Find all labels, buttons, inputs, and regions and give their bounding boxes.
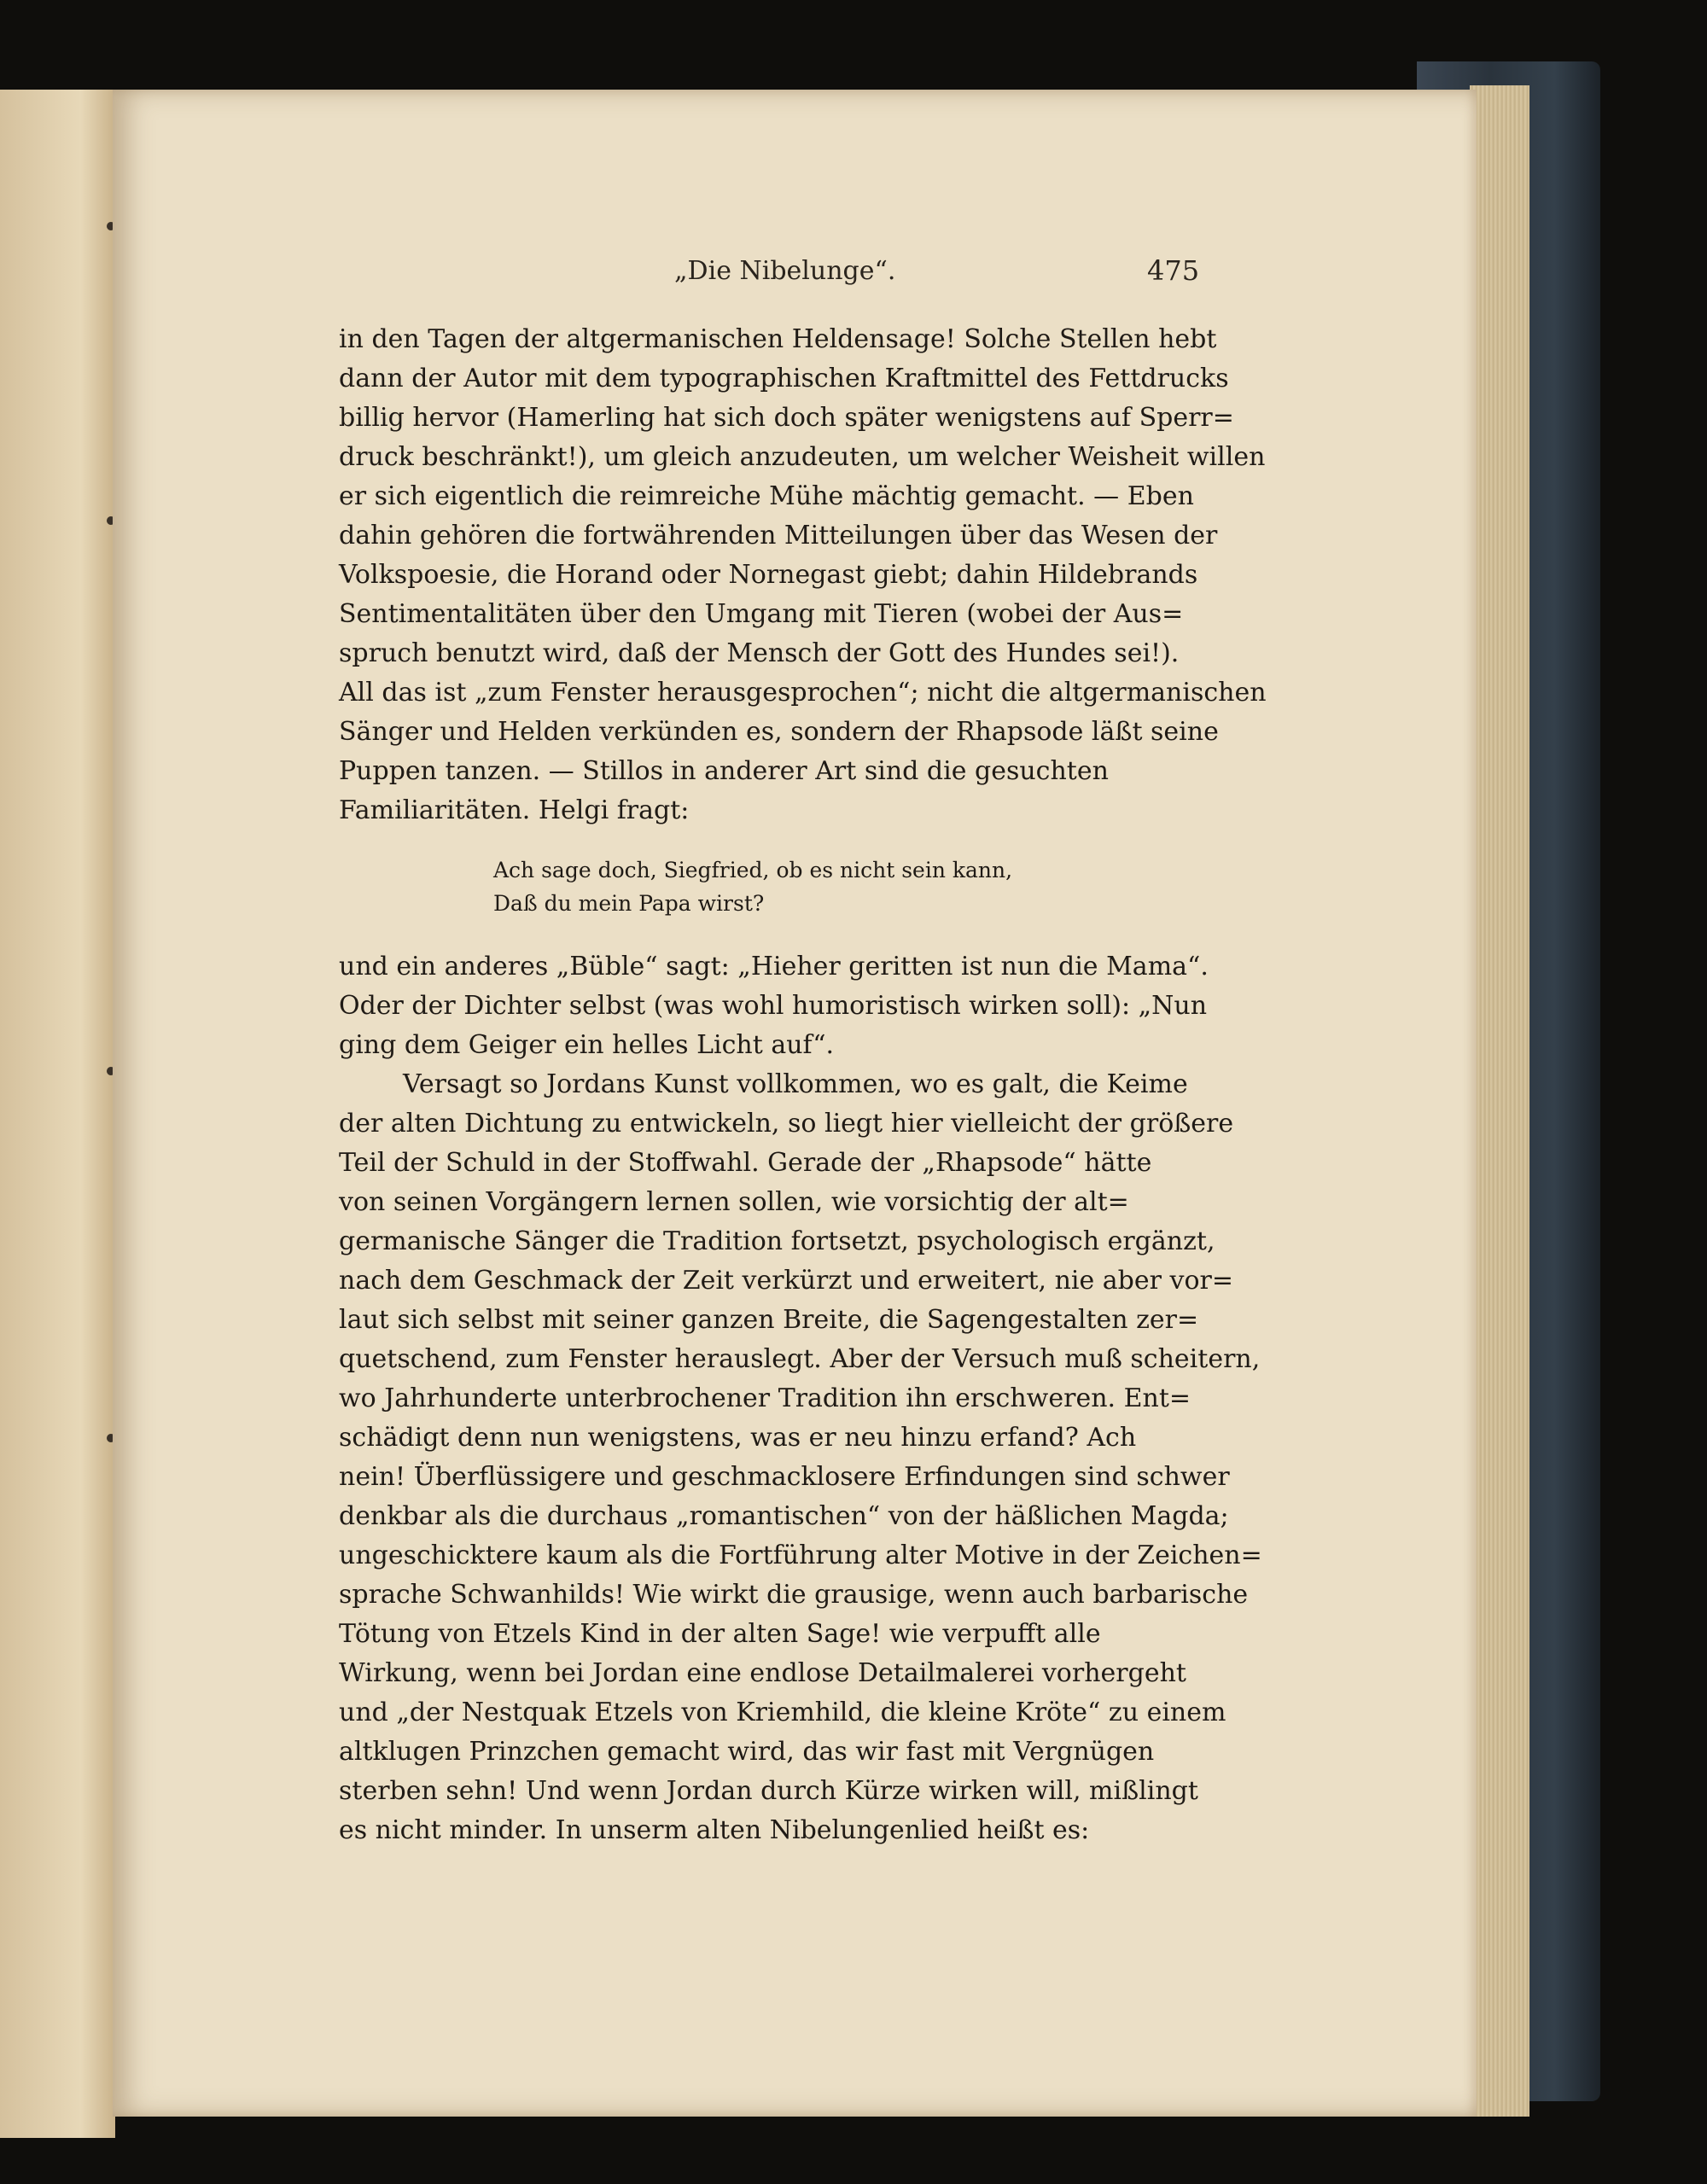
text-line: sterben sehn! Und wenn Jordan durch Kürze wirken will, mißlingt <box>339 1776 1198 1806</box>
text-line: altklugen Prinzchen gemacht wird, das wir fast mit Vergnügen <box>339 1737 1155 1767</box>
page-number: 475 <box>1147 254 1200 287</box>
text-line: wo Jahrhunderte unterbrochener Tradition ihn erschweren. Ent= <box>339 1383 1191 1413</box>
text-line: quetschend, zum Fenster herauslegt. Aber der Versuch muß scheitern, <box>339 1344 1261 1374</box>
text-line: Puppen tanzen. — Stillos in anderer Art sind die gesuchten <box>339 756 1109 786</box>
text-line: Familiaritäten. Helgi fragt: <box>339 795 690 825</box>
left-page-edge <box>0 90 115 2138</box>
text-line: der alten Dichtung zu entwickeln, so liegt hier vielleicht der größere <box>339 1109 1234 1139</box>
text-line: schädigt denn nun wenigstens, was er neu hinzu erfand? Ach <box>339 1423 1137 1453</box>
text-line: Sänger und Helden verkünden es, sondern der Rhapsode läßt seine <box>339 717 1219 747</box>
text-line: und ein anderes „Büble“ sagt: „Hieher geritten ist nun die Mama“. <box>339 952 1209 981</box>
paragraph-1 <box>339 320 1267 830</box>
text-line: germanische Sänger die Tradition fortsetzt, psychologisch ergänzt, <box>339 1226 1215 1256</box>
text-line: ungeschicktere kaum als die Fortführung alter Motive in der Zeichen= <box>339 1540 1262 1570</box>
text-line: es nicht minder. In unserm alten Nibelungenlied heißt es: <box>339 1815 1090 1845</box>
page-edges <box>1470 85 1529 2117</box>
text-line: spruch benutzt wird, daß der Mensch der Gott des Hundes sei!). <box>339 638 1180 668</box>
text-line: und „der Nestquak Etzels von Kriemhild, die kleine Kröte“ zu einem <box>339 1698 1226 1727</box>
text-line: Oder der Dichter selbst (was wohl humoristisch wirken soll): „Nun <box>339 991 1208 1021</box>
running-title: „Die Nibelunge“. <box>674 256 896 286</box>
text-line: in den Tagen der altgermanischen Heldensage! Solche Stellen hebt <box>339 324 1217 354</box>
text-line: Teil der Schuld in der Stoffwahl. Gerade der „Rhapsode“ hätte <box>339 1148 1152 1178</box>
verse-line: Ach sage doch, Siegfried, ob es nicht sein kann, <box>493 858 1013 882</box>
text-line: nein! Überflüssigere und geschmacklosere Erfindungen sind schwer <box>339 1462 1230 1492</box>
paragraph-2 <box>339 947 1262 1850</box>
text-line: ging dem Geiger ein helles Licht auf“. <box>339 1030 835 1060</box>
text-line: Versagt so Jordans Kunst vollkommen, wo es galt, die Keime <box>403 1069 1188 1099</box>
text-line: druck beschränkt!), um gleich anzudeuten, um welcher Weisheit willen <box>339 442 1266 472</box>
text-line: laut sich selbst mit seiner ganzen Breite, die Sagengestalten zer= <box>339 1305 1199 1335</box>
verse-line: Daß du mein Papa wirst? <box>493 891 765 916</box>
text-line: er sich eigentlich die reimreiche Mühe mächtig gemacht. — Eben <box>339 481 1194 511</box>
text-line: billig hervor (Hamerling hat sich doch später wenigstens auf Sperr= <box>339 403 1234 433</box>
text-line: von seinen Vorgängern lernen sollen, wie vorsichtig der alt= <box>339 1187 1129 1217</box>
text-line: Sentimentalitäten über den Umgang mit Tieren (wobei der Aus= <box>339 599 1184 629</box>
text-line: Wirkung, wenn bei Jordan eine endlose Detailmalerei vorhergeht <box>339 1658 1186 1688</box>
text-line: dahin gehören die fortwährenden Mitteilungen über das Wesen der <box>339 521 1218 550</box>
text-line: Volkspoesie, die Horand oder Nornegast giebt; dahin Hildebrands <box>339 560 1198 590</box>
text-line: nach dem Geschmack der Zeit verkürzt und erweitert, nie aber vor= <box>339 1266 1233 1296</box>
text-line: Tötung von Etzels Kind in der alten Sage! wie verpufft alle <box>339 1619 1101 1649</box>
text-line: denkbar als die durchaus „romantischen“ von der häßlichen Magda; <box>339 1501 1229 1531</box>
verse-quote <box>493 853 1012 920</box>
text-line: sprache Schwanhilds! Wie wirkt die grausige, wenn auch barbarische <box>339 1580 1249 1610</box>
text-line: dann der Autor mit dem typographischen Kraftmittel des Fettdrucks <box>339 364 1229 393</box>
text-line: All das ist „zum Fenster herausgesprochen“; nicht die altgermanischen <box>339 678 1267 708</box>
